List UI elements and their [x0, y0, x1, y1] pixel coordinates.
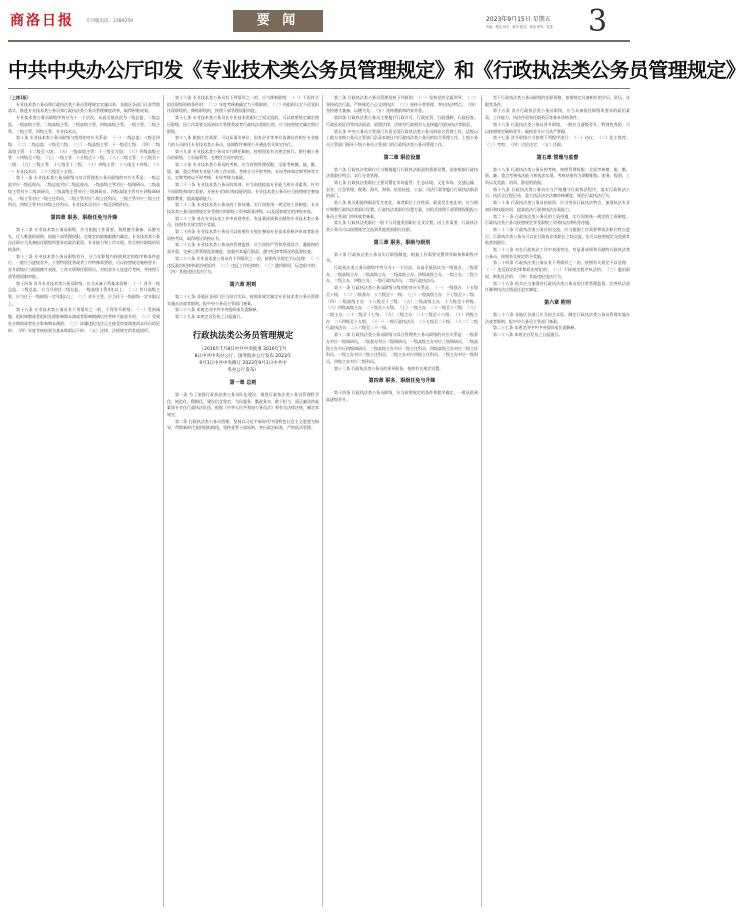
paragraph: 第十六条 行政执法类公务员晋升职级，一般应当逐级晋升。特别优秀的，可以按照规定破格晋升。破格晋升应当从严掌握。 [485, 121, 630, 134]
paragraph: 第四条 行政执法类公务员主要履行行政许可、行政处罚、行政强制、行政检查、行政征收征用等执法职责，依照法律、法规对行政相对人直接履行现场执法等职责。 [326, 115, 478, 127]
paragraph: 专业技术类公务员职级序列分为十一个层次，从高至低依次为一级总监、二级总监、一级高级主管、二级高级主管、三级高级主管、四级高级主管、一级主管、二级主管、三级主管、四级主管、专业技术员。 [8, 115, 160, 134]
paragraph: 有下行政执法类公务员职级的任职资格，按照规定具备相应的学历、资历、年限等条件。 [485, 95, 630, 107]
paragraph: 第十九条 行政执法类公务员应当严格遵守行政执法程序，落实行政执法公示、执法全过程记录、重大执法决定法制审核制度，规范行政执法行为。 [485, 186, 630, 199]
column-1 [8, 95, 160, 907]
paragraph: 第二十六条 各地区各部门应当结合实际，制定行政执法类公务员管理实施办法或者细则，报中央公务员主管部门备案。 [485, 311, 630, 324]
column-2 [167, 95, 319, 907]
paragraph: 第十一条 行政执法类公务员职级与级别的对应关系是：（一）一级督办：十五级至十级；（二）二级督办：十六级至十一级；（三）一级高级主办：十七级至十二级；（四）二级高级主办：十八级至十三级；（五）三级高级主办：十九级至十四级；（六）四级高级主办：二十级至十五级；（七）一级主办：二十一级至十六级；（八）二级主办：二十二级至十七级；（九）三级主办：二十三级至十八级；（十）四级主办：二十四级至十九级；（十一）一级行政执法员：二十五级至二十级；（十二）二级行政执法员：二十六级至二十一级。 [326, 285, 478, 331]
publication-note: 8日中共中央办公厅、国务院办公厅发布 2023年 [194, 353, 292, 359]
paragraph: 第十二条 专业技术类公务员职级，应当根据工作需要，按照德才兼备、以德为先、任人唯贤的原则，依据干部管理权限，在规定的职数限额内确定。专业技术类公务员任职应当具备拟任职级所要求的政治素质、专业能力和工作实绩，符合相应职级的资格条件。 [8, 226, 160, 253]
column-divider [481, 95, 482, 907]
publication-note: 央办公厅发布） [227, 367, 259, 373]
headline-rule [8, 88, 630, 89]
paragraph: 第十条 专业技术类公务员职级与级别的对应关系是：（一）一级总监：八级至四级；（二）二级总监：十级至六级；（三）一级高级主管：十一级至七级；（四）二级高级主管：十二级至八级；（五）三级高级主管：十三级至九级；（六）四级高级主管：十四级至十级；（七）一级主管：十五级至十一级；（八）二级主管：十六级至十二级；（九）三级主管：十七级至十三级；（十）四级主管：十八级至十四级；（十一）专业技术员：二十六级至十五级。 [8, 135, 160, 174]
paragraph: 第二十八条 本规定自发布之日起施行。 [493, 332, 563, 338]
paragraph: 第十八条 行政执法类公务员的考核，按照管理权限，全面考核德、能、勤、绩、廉，重点考核执法能力和执法实绩。考核结果作为调整职级、职务、级别、工资以及奖励、培训、辞退的依据。 [485, 166, 630, 186]
paragraph: 第二十五条 专业技术类公务员的管理监督，应当坚持严管和厚爱结合、激励和约束并重，完善日常管理监督制度，加强对其履行职责、遵守纪律等情况的监督检查。 [167, 242, 319, 255]
chapter-heading: 第六章 附则 [544, 299, 571, 306]
top-rule [8, 40, 630, 42]
paragraph: 专业技术类公务员和行政执法类公务员管理规定实施以来，各地区各部门认真贯彻落实，推进专业技术类公务员和行政执法类公务员管理制度改革，取得积极成效。 [8, 101, 160, 114]
paragraph: 第二十条 专业技术类公务员的考核，应当按照管理权限，全面考核德、能、勤、绩、廉，重点考核专业能力和工作实绩。考核分为平时考核、专项考核和定期考核等方式，定期考核以平时考核、专项考核为基础。 [167, 162, 319, 181]
paragraph: 第二十九条 本规定自发布之日起施行。 [175, 314, 245, 320]
paragraph: 第十七条 晋升职级应当按照下列程序进行：（一）动议；（二）民主推荐；（三）考察；（四）讨论决定；（五）任职。 [485, 135, 630, 147]
paragraph: 第九条 行政执法类职位一般不与其他类别职位交叉设置。因工作需要，行政执法类公务员可以按照规定交流到其他类别职位任职。 [326, 220, 478, 232]
issue-date: 2023年9月15日 星期五 [486, 16, 551, 23]
column-3 [326, 95, 478, 907]
paragraph: 第二十二条 专业技术类公务员的工资待遇，实行国家统一规定的工资制度。专业技术类公务员按照规定享受相应的职级工资和职务津贴，以及国家规定的津贴补贴。 [167, 202, 319, 214]
paragraph: 第二十四条 专业技术类公务员可以按照有关规定参加专业技术资格评审或者职业资格考试，取得相应资格证书。 [167, 229, 319, 241]
masthead [0, 0, 638, 40]
paragraph: 第二十八条 本规定由中共中央组织部负责解释。 [175, 307, 261, 313]
column-divider [163, 95, 164, 907]
paragraph: 第二十七条 各地区各部门应当结合实际，按照本规定制定专业技术类公务员管理实施办法或者细则，报中央公务员主管部门备案。 [167, 293, 319, 306]
paragraph: 第二十条 行政执法类公务员的培训，应当突出行政执法特点，加强执法专业知识和技能培训，提高依法行政和执法办案能力。 [485, 200, 630, 212]
chapter-heading: 第五章 管理与监督 [536, 154, 579, 161]
paragraph: 第七条 行政执法类职位主要设置在市场监管、生态环境、文化市场、交通运输、农业、应急管理、税务、海关、海事、检验检疫、公安、司法行政等履行行政执法职责的部门。 [326, 180, 478, 199]
chapter-heading: 第四章 职务、职级任免与升降 [50, 214, 118, 221]
paragraph: 第十二条 行政执法类公务员职级与综合管理类公务员职级的对应关系是：一级督办对应一级调研员，二级督办对应二级调研员，一级高级主办对应三级调研员，二级高级主办对应四级调研员，三级高级主办对应一级主任科员，四级高级主办对应二级主任科员，一级主办对应三级主任科员，二级主办对应四级主任科员，三级主办对应一级科员，四级主办对应二级科员。 [326, 332, 478, 364]
paragraph: 第十五条 专业技术类公务员有下列情形之一的，不得晋升职级：（一）受到诫勉、组织调整或者组织处理影响期未满或者影响期满后经考核不能晋升的；（二）受到处分期间或者处分影响期未满的；（三）涉嫌违纪违法正在接受审查调查尚未作出结论的；（四）年度考核结果为基本称职以下的；（五）法律、法规规定的其他情形。 [8, 307, 160, 333]
paragraph: 第十一条 专业技术类公务员职级与综合管理类公务员职级的对应关系是：一级总监对应一级巡视员，二级总监对应二级巡视员，一级高级主管对应一级调研员，二级高级主管对应二级调研员，三级高级主管对应三级调研员，四级高级主管对应四级调研员，一级主管对应一级主任科员，二级主管对应二级主任科员，三级主管对应三级主任科员，四级主管对应四级主任科员，专业技术员对应一级至四级科员。 [8, 175, 160, 208]
paragraph: 第十四条 行政执法类公务员职级，应当按照规定的条件和程序确定，一般从低到高逐级晋升。 [326, 390, 478, 403]
paragraph: 第二十二条 行政执法类公务员的交流，应当根据工作需要和执法职位特点进行。行政执法类公务员可以在行政执法类职位之间交流，也可以按照规定交流到其他类别职位。 [485, 226, 630, 246]
paragraph: 第十条 行政执法类公务员实行职级制度，根据工作需要设置领导职务和职级序列。 [326, 251, 478, 264]
paragraph: 第二条 行政执法类公务员管理，坚持以习近平新时代中国特色社会主义思想为指导，贯彻新时代党的组织路线，坚持党管干部原则，突出政治标准，严格依法管理。 [167, 418, 319, 431]
continued-marker: （上接1版） [8, 95, 31, 100]
paragraph: 第六条 行政执法类职位应当根据履行行政执法职责的需要设置。国家根据行政执法类职位特点，实行分类管理。 [326, 166, 478, 179]
chapter-heading: 第三章 职务、职级与级别 [373, 239, 431, 246]
newspaper-logo: 商洛日报 [10, 13, 74, 29]
paragraph: 第二十三条 对在行政执法工作中表现突出、有显著成绩和贡献的行政执法类公务员，按照有关规定给予奖励。 [485, 247, 630, 259]
section-label: 要 闻 [233, 10, 323, 32]
paragraph: 第十三条 行政执法类公务员的领导职务，按照有关规定设置。 [334, 365, 444, 371]
paragraph: 第八条 机关职能和职责发生变化，或者职位工作性质、职责发生变化的，应当相应调整行政执法类职位设置。行政执法类职位设置方案，由机关按照干部管理权限报公务员主管部门审核或者备案。 [326, 200, 478, 219]
page-number: 3 [588, 4, 608, 39]
column-4 [485, 95, 630, 907]
paragraph: 第五条 中央公务员主管部门负责全国行政执法类公务员的综合管理工作。县级以上地方各级公务员主管部门负责本辖区内行政执法类公务员的综合管理工作。上级公务员主管部门指导下级公务员主管部门的行政执法类公务员管理工作。 [326, 128, 478, 147]
sub-article-title: 行政执法类公务员管理规定 [192, 329, 294, 340]
chapter-heading: 第四章 职务、职级任免与升降 [368, 378, 436, 385]
paragraph: 第一条 为了加强行政执法类公务员队伍建设，推进行政执法类公务员管理科学化、规范化、精细化，建设信念坚定、为民服务、勤政务实、敢于担当、清正廉洁的高素质专业化行政执法队伍，根据《中华人民共和国公务员法》和有关法律法规，制定本规定。 [167, 391, 319, 417]
paragraph: 第二十六条 专业技术类公务员有下列情形之一的，按照有关规定予以处理：（一）违反政治纪律和政治规矩的；（二）违反工作纪律的；（三）滥用职权、玩忽职守的；（四）其他违纪违法行为。 [167, 255, 319, 275]
page-headline: 中共中央办公厅印发《专业技术类公务员管理规定》和《行政执法类公务员管理规定》 [8, 58, 745, 82]
paragraph: 第十七条 专业技术类公务员在专业技术类职位之间交流的，可以按照规定确定相应职级；因工作需要交流到综合管理类或者行政执法类职位的，应当按照规定确定相应职级。 [167, 115, 319, 134]
paragraph: 第二十三条 对在专业技术工作中表现突出、有显著成绩和贡献的专业技术类公务员，按照有关规定给予奖励。 [167, 215, 319, 228]
paragraph: 第十九条 专业技术类公务员实行聘任制的，按照国家有关规定执行。聘任制公务员的职级、工资福利等，在聘任合同中约定。 [167, 148, 319, 161]
paragraph: 第二十五条 机关应当加强对行政执法类公务员的日常管理监督，完善执法责任制和执法过错责任追究制度。 [485, 280, 630, 293]
paragraph: 第二十一条 专业技术类公务员的培训，应当围绕提高专业能力和专业素养，针对不同职级和岗位需要，开展专业知识和技能培训。专业技术类公务员应当按照规定参加继续教育，提高履职能力。 [167, 182, 319, 201]
paragraph: 第二十四条 行政执法类公务员有下列情形之一的，按照有关规定予以处理：（一）违反政治纪律和政治规矩的；（二）不按规定程序执法的；（三）滥用职权、徇私枉法的；（四）其他违纪违法行为。 [485, 260, 630, 279]
paragraph: 第十八条 根据工作需要，可以从事业单位、国有企业等单位选调具有相应专业能力的人员担任专业技术类公务员。选调程序参照公开遴选有关规定执行。 [167, 135, 319, 147]
paragraph: 第十六条 专业技术类公务员有下列情形之一的，应当降低职级：（一）不再符合拟任职级资格条件的；（二）年度考核被确定为不称职的；（三）经组织认定不适宜担任现职级的。降低职级的，按照干部管理权限审批。 [167, 95, 319, 114]
paragraph: 第十三条 专业技术类公务员职级晋升，应当在职数内按照规定的程序和条件进行，一般应当逐级晋升。个别特别优秀或者工作特殊需要的，可以按照规定破格晋升。晋升职级应当根据德才表现、工作实绩和任职资历，对拟晋升人选进行考核，并按照干部管理权限审批。 [8, 253, 160, 279]
paragraph: 第二十一条 行政执法类公务员的工资待遇，实行国家统一规定的工资制度。行政执法类公务员按照规定享受职级工资和执法津贴等待遇。 [485, 213, 630, 226]
cn-number: 专刊服电话：2389259 [86, 19, 134, 24]
publication-note: 9月1日中共中央修订 2023年9月1日中共中 [199, 360, 287, 366]
column-divider [322, 95, 323, 907]
editor-line: 责编：程浩 校对：解芳 版式：杨岚 审签：张进 [486, 25, 553, 29]
paragraph: 行政执法类公务员职级序列分为十一个层次，从高至低依次为一级督办、二级督办、一级高级主办、二级高级主办、三级高级主办、四级高级主办、一级主办、二级主办、三级主办、四级主办、一级行政执法员、二级行政执法员。 [326, 265, 478, 284]
chapter-heading: 第二章 职位设置 [383, 154, 421, 161]
publication-note: （2016年7月8日中共中央批准 2016年7月 [199, 346, 287, 352]
paragraph: 第二十七条 本规定由中共中央组织部负责解释。 [493, 325, 579, 331]
paragraph: 第十五条 晋升行政执法类公务员职级，应当具备拟任职级所要求的政治素质、工作能力、执法经验和任职资历等基本资格条件。 [485, 108, 630, 121]
chapter-heading: 第一章 总则 [229, 379, 257, 386]
chapter-heading: 第六章 附则 [229, 281, 257, 288]
paragraph: 第十四条 晋升专业技术类公务员职级，应当具备下列基本资格：（一）晋升一级总监、二级总监，应当分别任二级总监、一级高级主管4年以上；（二）晋升高级主管，应当任下一级职级一定年限以上；（三）晋升主管，应当任下一级职级一定年限以上。 [8, 280, 160, 306]
paragraph: 第三条 行政执法类公务员管理坚持下列原则：（一）坚持党的全面领导；（二）坚持依法行政、严格规范公正文明执法；（三）坚持分类管理、突出执法特点；（四）坚持德才兼备、以德为先；（五）坚持激励和约束并重。 [326, 95, 478, 114]
